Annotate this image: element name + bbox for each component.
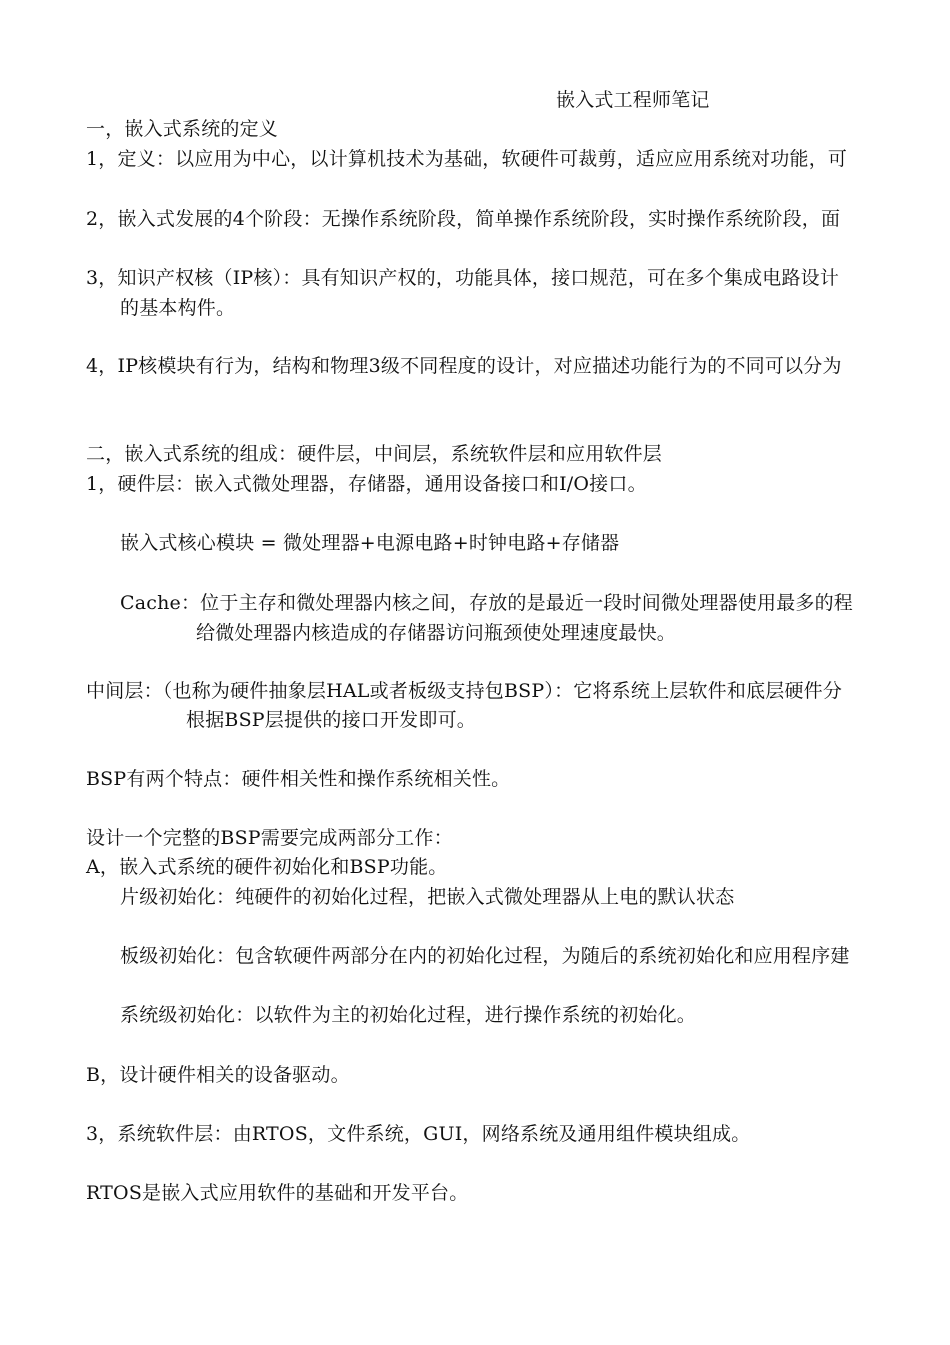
- definition-line: 1，定义：以应用为中心，以计算机技术为基础，软硬件可裁剪，适应应用系统对功能，可: [86, 148, 848, 170]
- chip-init-line: 片级初始化：纯硬件的初始化过程，把嵌入式微处理器从上电的默认状态: [120, 886, 735, 908]
- item-b-line: B，设计硬件相关的设备驱动。: [86, 1064, 350, 1086]
- middle-layer-line-continued: 根据BSP层提供的接口开发即可。: [186, 709, 476, 731]
- ip-core-levels-line: 4，IP核模块有行为，结构和物理3级不同程度的设计，对应描述功能行为的不同可以分为: [86, 355, 842, 377]
- middle-layer-line: 中间层：（也称为硬件抽象层HAL或者板级支持包BSP）：它将系统上层软件和底层硬件分: [86, 680, 843, 702]
- section-1-heading: 一，嵌入式系统的定义: [86, 118, 279, 140]
- core-module-line: 嵌入式核心模块 = 微处理器+电源电路+时钟电路+存储器: [120, 532, 620, 554]
- development-stages-line: 2，嵌入式发展的4个阶段：无操作系统阶段，简单操作系统阶段，实时操作系统阶段，面: [86, 208, 841, 230]
- page-title: 嵌入式工程师笔记: [556, 89, 710, 111]
- bsp-features-line: BSP有两个特点：硬件相关性和操作系统相关性。: [86, 768, 511, 790]
- section-2-heading: 二，嵌入式系统的组成：硬件层，中间层，系统软件层和应用软件层: [86, 443, 663, 465]
- rtos-line: RTOS是嵌入式应用软件的基础和开发平台。: [86, 1182, 469, 1204]
- system-init-line: 系统级初始化：以软件为主的初始化过程，进行操作系统的初始化。: [120, 1004, 697, 1026]
- ip-core-line: 3，知识产权核（IP核）：具有知识产权的，功能具体，接口规范，可在多个集成电路设计: [86, 267, 840, 289]
- board-init-line: 板级初始化：包含软硬件两部分在内的初始化过程，为随后的系统初始化和应用程序建: [120, 945, 850, 967]
- cache-line: Cache：位于主存和微处理器内核之间，存放的是最近一段时间微处理器使用最多的程: [120, 592, 853, 614]
- system-software-layer-line: 3，系统软件层：由RTOS，文件系统，GUI，网络系统及通用组件模块组成。: [86, 1123, 751, 1145]
- item-a-line: A，嵌入式系统的硬件初始化和BSP功能。: [86, 856, 448, 878]
- hardware-layer-line: 1，硬件层：嵌入式微处理器，存储器，通用设备接口和I/O接口。: [86, 473, 647, 495]
- ip-core-line-continued: 的基本构件。: [120, 297, 236, 319]
- cache-line-continued: 给微处理器内核造成的存储器访问瓶颈使处理速度最快。: [196, 622, 677, 644]
- bsp-design-line: 设计一个完整的BSP需要完成两部分工作：: [86, 827, 453, 849]
